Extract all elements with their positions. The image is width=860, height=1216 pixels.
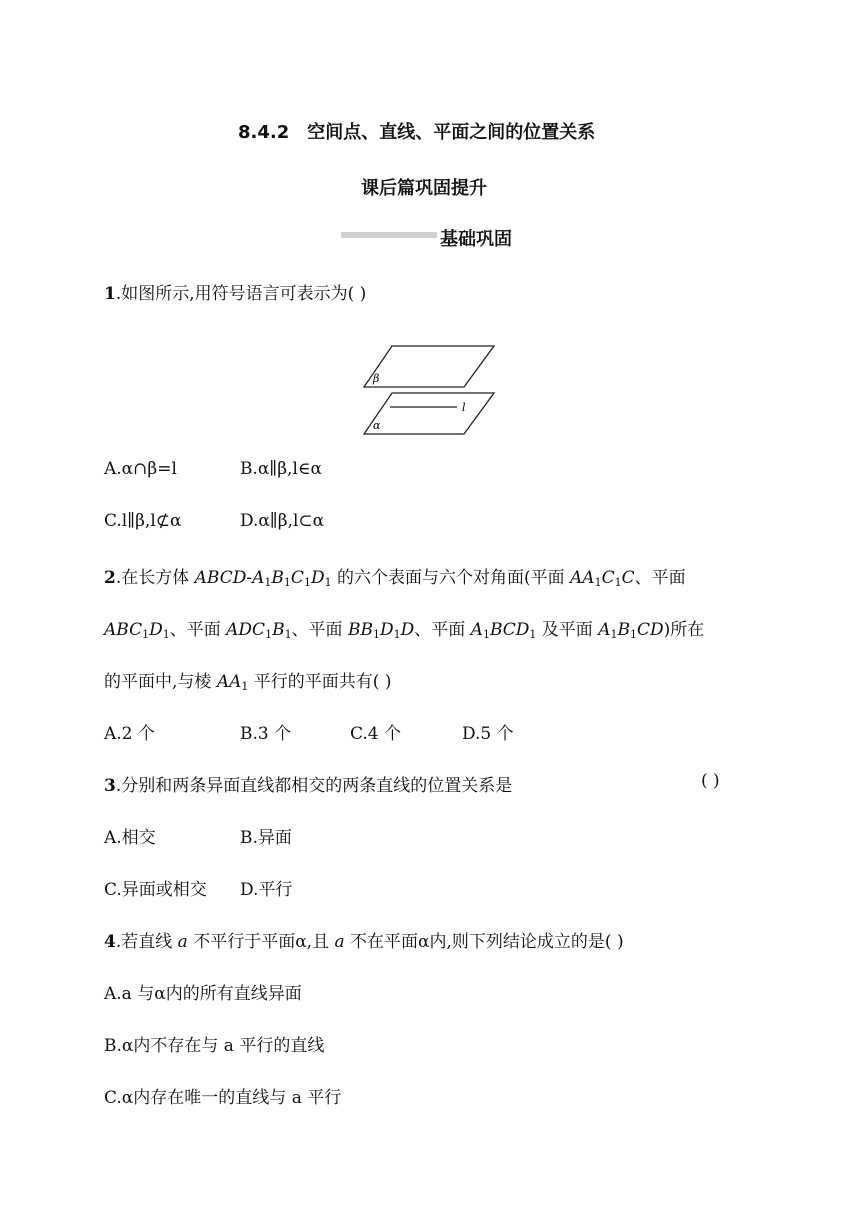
- question-2-line-2: $ABC_1D_1$、平面 $ADC_1B_1$、平面 $BB_1D_1D$、平面 $A_1BCD_1$ 及平面 $A_1B_1CD$)所在: [104, 620, 705, 641]
- question-3: [104, 771, 512, 796]
- q2-option-c: C.4 个: [350, 724, 402, 744]
- section-bar: [341, 232, 437, 238]
- q2-option-d: D.5 个: [462, 724, 514, 744]
- question-number: 1: [104, 284, 116, 304]
- q1-option-c: C.l∥β,l⊄α: [104, 511, 182, 531]
- question-2-line-3: 的平面中,与棱 $AA_1$ 平行的平面共有( ): [104, 672, 392, 693]
- plane-alpha: [364, 393, 494, 434]
- question-number: 4: [104, 932, 116, 952]
- section-number: 8.4.2: [238, 122, 290, 143]
- label-l: l: [462, 401, 466, 414]
- page-subtitle: 课后篇巩固提升: [361, 178, 487, 199]
- question-2-line-1: 2.在长方体 ABCD-$A_1B_1C_1D_1$ 的六个表面与六个对角面(平面 $AA_1C_1C$、平面: [104, 568, 686, 589]
- question-text: .如图所示,用符号语言可表示为( ): [115, 284, 367, 304]
- q4-option-b: B.α内不存在与 a 平行的直线: [104, 1036, 325, 1056]
- section-heading: [238, 118, 595, 144]
- q1-option-b: B.α∥β,l∈α: [240, 459, 322, 479]
- q4-option-a: A.a 与α内的所有直线异面: [104, 984, 302, 1004]
- plane-beta: [364, 346, 494, 387]
- label-beta: β: [373, 372, 380, 385]
- q3-option-c: C.异面或相交: [104, 880, 207, 900]
- question-number: 2: [104, 568, 116, 588]
- question-number: 3: [104, 776, 116, 796]
- section-title: 空间点、直线、平面之间的位置关系: [307, 122, 596, 143]
- question-4: 4.若直线 a 不平行于平面α,且 a 不在平面α内,则下列结论成立的是( ): [104, 932, 624, 952]
- q3-option-b: B.异面: [240, 828, 292, 848]
- q4-option-c: C.α内存在唯一的直线与 a 平行: [104, 1088, 342, 1108]
- q2-option-a: A.2 个: [104, 724, 155, 744]
- planes-figure: [360, 340, 500, 440]
- label-alpha: α: [373, 419, 381, 432]
- q1-option-d: D.α∥β,l⊂α: [240, 511, 325, 531]
- q3-paren: ( ): [701, 771, 720, 791]
- q2-option-b: B.3 个: [240, 724, 292, 744]
- question-1: [104, 279, 366, 304]
- q3-option-a: A.相交: [104, 828, 156, 848]
- part-label: 基础巩固: [440, 229, 512, 250]
- question-text: .分别和两条异面直线都相交的两条直线的位置关系是: [115, 776, 513, 796]
- q3-option-d: D.平行: [240, 880, 293, 900]
- q1-option-a: A.α∩β=l: [104, 459, 177, 479]
